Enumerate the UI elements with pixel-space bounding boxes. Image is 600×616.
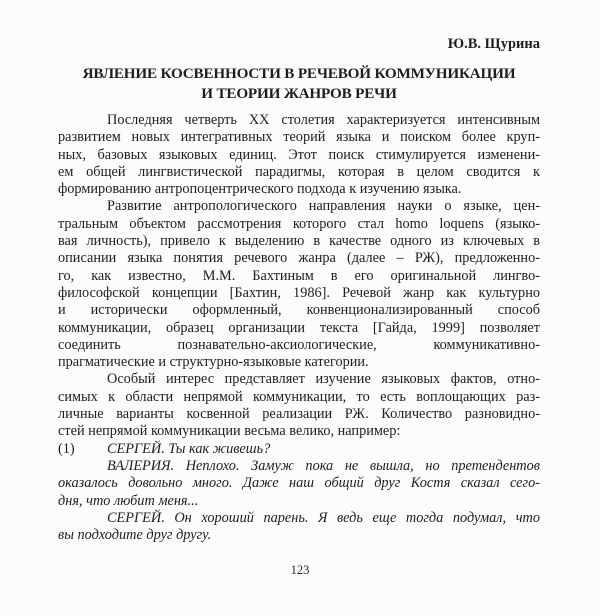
text-line: стей непрямой коммуникации весьма велико, например:	[58, 423, 401, 440]
body-text	[58, 112, 540, 544]
example-number: (1)	[58, 440, 75, 457]
text-line: Особый интерес представляет изучение языковых фактов, отно-	[107, 371, 540, 388]
text-line: Последняя четверть XX столетия характеризуется интенсивным	[107, 112, 540, 128]
text-line: симых к области непрямой коммуникации, то есть воплощающих раз-	[58, 388, 540, 405]
example-text: СЕРГЕЙ. Ты как живешь?	[107, 440, 271, 457]
page-content	[58, 36, 540, 544]
text-line: и исторически оформленный, конвенционализированный способ	[58, 302, 540, 319]
author-name: Ю.В. Щурина	[447, 36, 540, 52]
page-number: 123	[290, 563, 310, 577]
text-line: вая личность), привело к выделению в качестве одного из ключевых в	[58, 233, 540, 250]
text-line: соединить познавательно-аксиологические, коммуникативно-	[58, 336, 540, 353]
text-line: ных, базовых языковых единиц. Этот поиск стимулируется изменени-	[58, 146, 540, 163]
text-line: формированию антропоцентрического подхода к изучению языка.	[58, 181, 462, 198]
text-line: ем общей лингвистической парадигмы, которая в целом сводится к	[58, 163, 540, 180]
text-line: описании языка понятия речевого жанра (далее – РЖ), предложенно-	[58, 250, 540, 267]
text-line: Развитие антропологического направления науки о языке, цен-	[107, 198, 540, 215]
text-line: ВАЛЕРИЯ. Неплохо. Замуж пока не вышла, но претендентов	[107, 457, 540, 474]
text-line: философской концепции [Бахтин, 1986]. Речевой жанр как культурно	[58, 284, 540, 301]
text-line: дня, что любит меня...	[58, 492, 199, 509]
text-line: го, как известно, М.М. Бахтиным в его оригинальной лингво-	[58, 267, 540, 284]
text-line: личные варианты косвенной реализации РЖ. Количество разновидно-	[58, 406, 540, 423]
text-line: прагматические и структурно-языковые категории.	[58, 354, 369, 371]
article-title-line-2: И ТЕОРИИ ЖАНРОВ РЕЧИ	[201, 85, 397, 102]
text-line: вы подходите друг другу.	[58, 527, 212, 544]
text-line: развитием новых интегративных теорий языка и поиском более круп-	[58, 129, 540, 146]
text-line: коммуникации, образец организации текста [Гайда, 1999] позволяет	[58, 319, 540, 336]
article-title	[58, 64, 540, 104]
text-line: оказалось довольно много. Даже наш общий друг Костя сказал сего-	[58, 475, 540, 492]
article-title-line-1: ЯВЛЕНИЕ КОСВЕННОСТИ В РЕЧЕВОЙ КОММУНИКАЦИИ	[82, 65, 516, 82]
text-line: СЕРГЕЙ. Он хороший парень. Я ведь еще тогда подумал, что	[107, 509, 540, 526]
text-line: тральным объектом рассмотрения которого стал homo loquens (языко-	[58, 215, 540, 232]
text-line	[58, 441, 540, 458]
